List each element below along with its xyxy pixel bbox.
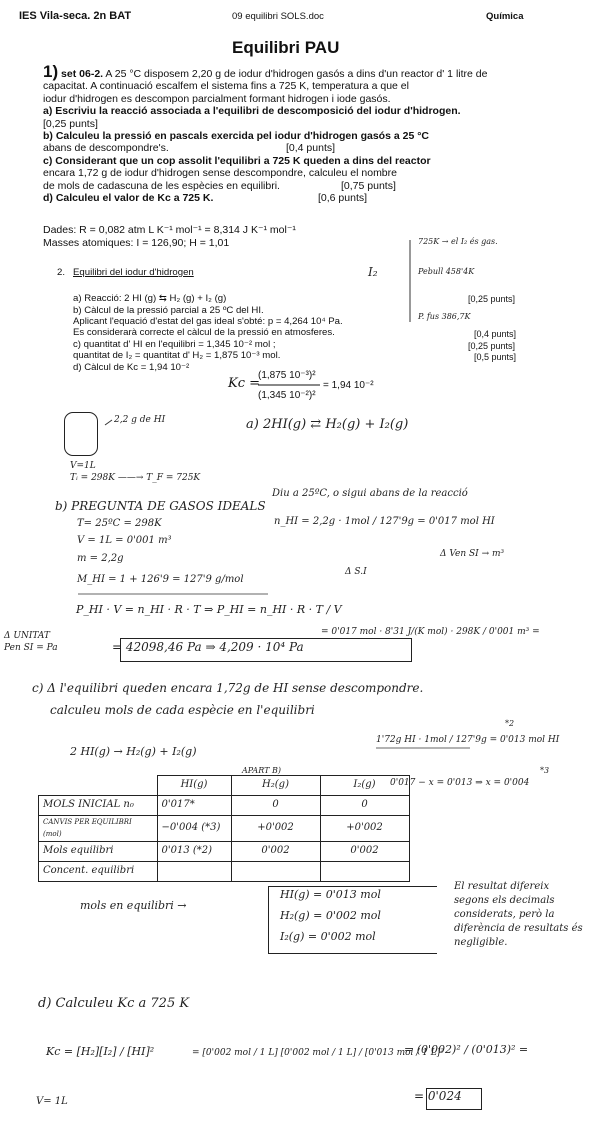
b-heading: b) PREGUNTA DE GASOS IDEALS	[55, 499, 266, 513]
problem-line: c) Considerant que un cop assolit l'equilibri a 725 K queden a dins del reactor	[43, 154, 431, 167]
table-cell: 0'002	[320, 841, 409, 861]
solution-heading-number: 2.	[57, 267, 66, 278]
problem-line: encara 1,72 g de iodur d'hidrogen sense descompondre, calculeu el nombre	[43, 167, 397, 180]
b-si-note: Δ Ven SI → m³	[440, 549, 505, 559]
solution-item: Aplicant l'equació d'estat del gas ideal s'obté: p = 4,264 10⁴ Pa.	[73, 316, 343, 327]
reactor-temperatures: Tᵢ = 298K ——→ T_F = 725K	[70, 473, 201, 483]
b-margin-note: Δ UNITAT Pen SI = Pa	[4, 631, 58, 653]
d-result: = 0'024	[414, 1089, 462, 1103]
c-mark-2: *2	[505, 719, 515, 728]
solution-points: [0,5 punts]	[474, 352, 517, 362]
table-cell: −0'004 (*3)	[157, 816, 231, 842]
solution-item: a) Reacció: 2 HI (g) ⇆ H₂ (g) + I₂ (g)	[73, 293, 227, 304]
solution-item: c) quantitat d' HI en l'equilibri = 1,345 10⁻² mol ;	[73, 339, 276, 350]
b-result: = 42098,46 Pa ⇒ 4,209 · 10⁴ Pa	[112, 640, 304, 654]
problem-line: a) Escriviu la reacció associada a l'equilibri de descomposició del iodur d'hidrogen.	[43, 105, 461, 118]
side-note: P. fus 386,7K	[418, 312, 471, 321]
problem-line: d) Calculeu el valor de Kc a 725 K.	[43, 192, 214, 205]
c-calc-2: 0'017 − x = 0'013 ⇒ x = 0'004	[390, 778, 530, 788]
d-substitution: = [0'002 mol / 1 L] [0'002 mol / 1 L] / [0'013 mol / 1 L]²	[192, 1048, 444, 1058]
table-header: I₂(g)	[320, 776, 409, 796]
table-cell: +0'002	[231, 816, 320, 842]
d-volume: V= 1L	[36, 1096, 68, 1107]
c-apart-note: APART B)	[242, 766, 281, 775]
table-cell: 0'017*	[157, 796, 231, 816]
table-cell: CANVIS PER EQUILIBRI (mol)	[39, 816, 158, 842]
kc-denominator: (1,345 10⁻²)²	[258, 390, 316, 401]
problem-line: b) Calculeu la pressió en pascals exercida pel iodur d'hidrogen gasós a 25 °C	[43, 130, 429, 143]
reactor-volume: V=1L	[70, 461, 96, 471]
d-heading: d) Calculeu Kc a 725 K	[38, 996, 190, 1011]
header-subject: Química	[486, 11, 524, 22]
d-kc: Kc = [H₂][I₂] / [HI]²	[46, 1045, 155, 1058]
points-d: [0,6 punts]	[318, 192, 368, 205]
c-summary-line: I₂(g) = 0'002 mol	[280, 930, 376, 943]
d-substitution-2: = (0'002)² / (0'013)² =	[404, 1043, 529, 1056]
c-reaction: 2 HI(g) → H₂(g) + I₂(g)	[70, 745, 197, 758]
problem-line: abans de descompondre's.	[43, 142, 169, 155]
table-cell: Concent. equilibri	[39, 861, 158, 881]
solution-points: [0,4 punts]	[474, 329, 517, 339]
reactor-label: 2,2 g de HI	[114, 415, 166, 425]
kc-numerator: (1,875 10⁻³)²	[258, 370, 316, 381]
header-school: IES Vila-seca. 2n BAT	[19, 10, 132, 22]
kc-symbol: Kc =	[228, 376, 261, 391]
problem-line: capacitat. A continuació escalfem el sistema fins a 725 K, temperatura a que el	[43, 80, 409, 93]
problem-set: set 06-2.	[61, 68, 104, 80]
solution-item: Es considerarà correcte el càlcul de la pressió en atmosferes.	[73, 327, 335, 338]
table-cell: Mols equilibri	[39, 841, 158, 861]
b-data: T= 25ºC = 298K	[77, 518, 162, 529]
masses-line: Masses atomiques: I = 126,90; H = 1,01	[43, 237, 230, 249]
c-summary-label: mols en equilibri →	[80, 899, 187, 912]
b-data: M_HI = 1 + 126'9 = 127'9 g/mol	[77, 574, 244, 585]
c-summary-line: H₂(g) = 0'002 mol	[280, 909, 381, 922]
c-calc: 1'72g HI · 1mol / 127'9g = 0'013 mol HI	[376, 735, 560, 745]
table-header: HI(g)	[157, 776, 231, 796]
c-line-2: calculeu mols de cada espècie en l'equilibri	[50, 703, 315, 717]
b-moles: n_HI = 2,2g · 1mol / 127'9g = 0'017 mol HI	[274, 516, 495, 527]
b-data: m = 2,2g	[77, 553, 124, 564]
table-cell: 0	[231, 796, 320, 816]
solution-points: [0,25 punts]	[468, 341, 516, 351]
b-formula: P_HI · V = n_HI · R · T ⇒ P_HI = n_HI · R · T / V	[76, 603, 342, 616]
problem-line: de mols de cadascuna de les espècies en equilibri.	[43, 179, 280, 192]
table-cell: 0'002	[231, 841, 320, 861]
points-b: [0,4 punts]	[286, 142, 336, 155]
side-note: Pebull 458'4K	[418, 267, 475, 276]
solution-points: [0,25 punts]	[468, 294, 516, 304]
table-header: H₂(g)	[231, 776, 320, 796]
reactor-pointer	[105, 420, 112, 425]
problem-number: 1)	[43, 62, 59, 81]
table-cell: 0'013 (*2)	[157, 841, 231, 861]
problem-line: iodur d'hidrogen es descompon parcialment formant hidrogen i iode gasós.	[43, 92, 391, 105]
solution-item: quantitat de I₂ = quantitat d' H₂ = 1,875 10⁻³ mol.	[73, 350, 281, 361]
kc-result: = 1,94 10⁻²	[323, 380, 374, 391]
b-substitution: = 0'017 mol · 8'31 J/(K mol) · 298K / 0'001 m³ =	[321, 627, 540, 637]
dades-line: Dades: R = 0,082 atm L K⁻¹ mol⁻¹ = 8,314 J K⁻¹ mol⁻¹	[43, 224, 296, 236]
c-note: El resultat difereix segons els decimals considerats, però la diferència de resultats és negligible.	[454, 881, 583, 948]
header-file: 09 equilibri SOLS.doc	[232, 11, 324, 22]
solution-heading: Equilibri del iodur d'hidrogen	[73, 267, 194, 278]
problem-line: [0,25 punts]	[43, 117, 98, 130]
table-cell: +0'002	[320, 816, 409, 842]
answer-a: a) 2HI(g) ⇄ H₂(g) + I₂(g)	[246, 417, 409, 432]
c-line-1: c) Δ l'equilibri queden encara 1,72g de HI sense descompondre.	[32, 681, 424, 695]
b-data: V = 1L = 0'001 m³	[77, 535, 172, 546]
table-cell: 0	[320, 796, 409, 816]
c-mark-3: *3	[540, 766, 550, 775]
solution-item: b) Càlcul de la pressió parcial a 25 ºC del HI.	[73, 305, 264, 316]
i2-label: I₂	[368, 265, 378, 279]
c-summary-line: HI(g) = 0'013 mol	[280, 888, 381, 901]
points-c: [0,75 punts]	[341, 179, 396, 192]
b-si: Δ S.I	[345, 567, 367, 577]
problem-line: A 25 °C disposem 2,20 g de iodur d'hidrogen gasós a dins d'un reactor d' 1 litre de	[105, 68, 488, 80]
b-note: Diu a 25ºC, o sigui abans de la reacció	[272, 488, 468, 499]
solution-item: d) Càlcul de Kc = 1,94 10⁻²	[73, 362, 190, 373]
side-note: 725K → el I₂ és gas.	[418, 237, 498, 246]
page-title: Equilibri PAU	[232, 38, 340, 57]
table-cell: MOLS INICIAL n₀	[39, 796, 158, 816]
